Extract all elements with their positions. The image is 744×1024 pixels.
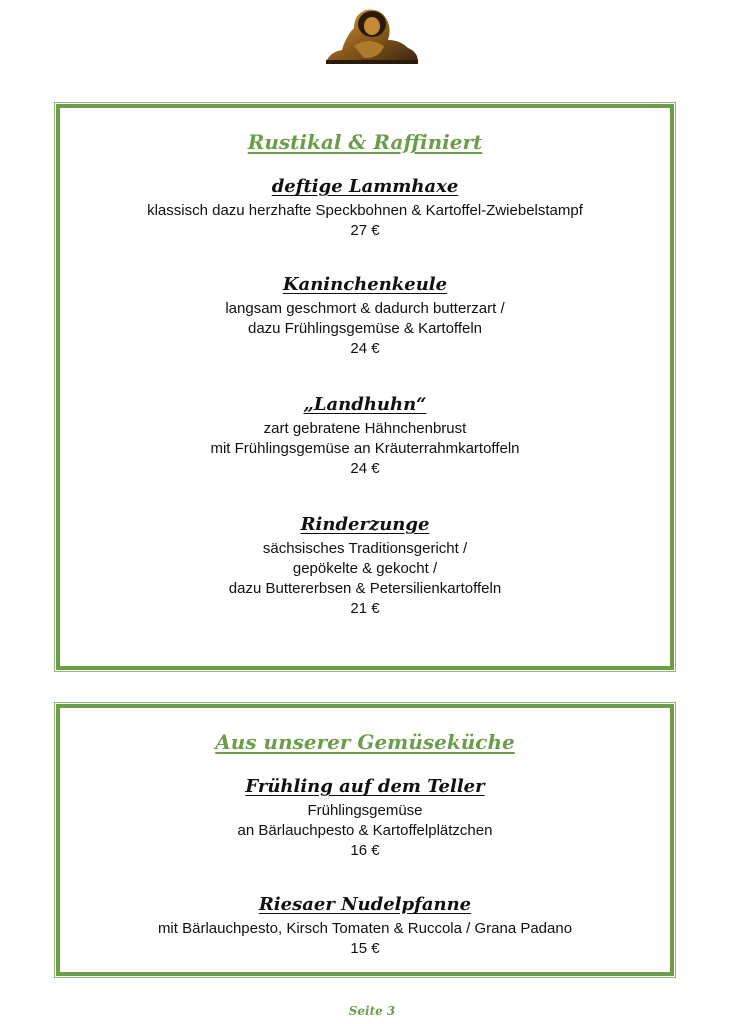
dish-item <box>60 394 670 479</box>
dish-price: 27 € <box>350 222 380 239</box>
dish-item <box>60 274 670 359</box>
dish-price: 21 € <box>350 600 380 617</box>
dish-name: Frühling auf dem Teller <box>245 776 485 797</box>
dish-description: gepökelte & gekocht / <box>292 560 438 577</box>
menu-section-rustikal <box>56 104 674 670</box>
dish-price: 24 € <box>350 460 380 477</box>
dish-description: zart gebratene Hähnchenbrust <box>263 420 467 437</box>
dish-item <box>60 514 670 619</box>
dish-price: 16 € <box>350 842 380 859</box>
dish-name: „Landhuhn“ <box>303 394 427 415</box>
dish-name: deftige Lammhaxe <box>271 176 459 197</box>
dish-price: 15 € <box>350 940 380 957</box>
menu-section-gemuese <box>56 704 674 976</box>
dish-price: 24 € <box>350 340 380 357</box>
lion-figurine-icon <box>324 6 420 66</box>
dish-item <box>60 176 670 241</box>
section-title: Rustikal & Raffiniert <box>247 130 483 154</box>
dish-name: Riesaer Nudelpfanne <box>258 894 472 915</box>
section-title: Aus unserer Gemüseküche <box>215 730 515 754</box>
page-number: Seite 3 <box>348 1004 396 1018</box>
dish-item <box>60 776 670 861</box>
dish-description: an Bärlauchpesto & Kartoffelplätzchen <box>237 822 493 839</box>
dish-description: mit Bärlauchpesto, Kirsch Tomaten & Ruccola / Grana Padano <box>157 920 573 937</box>
dish-description: Frühlingsgemüse <box>307 802 423 819</box>
dish-description: dazu Frühlingsgemüse & Kartoffeln <box>247 320 483 337</box>
dish-description: klassisch dazu herzhafte Speckbohnen & Kartoffel-Zwiebelstampf <box>147 202 583 219</box>
dish-name: Rinderzunge <box>300 514 430 535</box>
dish-name: Kaninchenkeule <box>282 274 448 295</box>
dish-description: sächsisches Traditionsgericht / <box>262 540 468 557</box>
dish-description: dazu Buttererbsen & Petersilienkartoffeln <box>228 580 502 597</box>
dish-description: langsam geschmort & dadurch butterzart / <box>225 300 505 317</box>
dish-description: mit Frühlingsgemüse an Kräuterrahmkartoffeln <box>210 440 520 457</box>
dish-item <box>60 894 670 959</box>
